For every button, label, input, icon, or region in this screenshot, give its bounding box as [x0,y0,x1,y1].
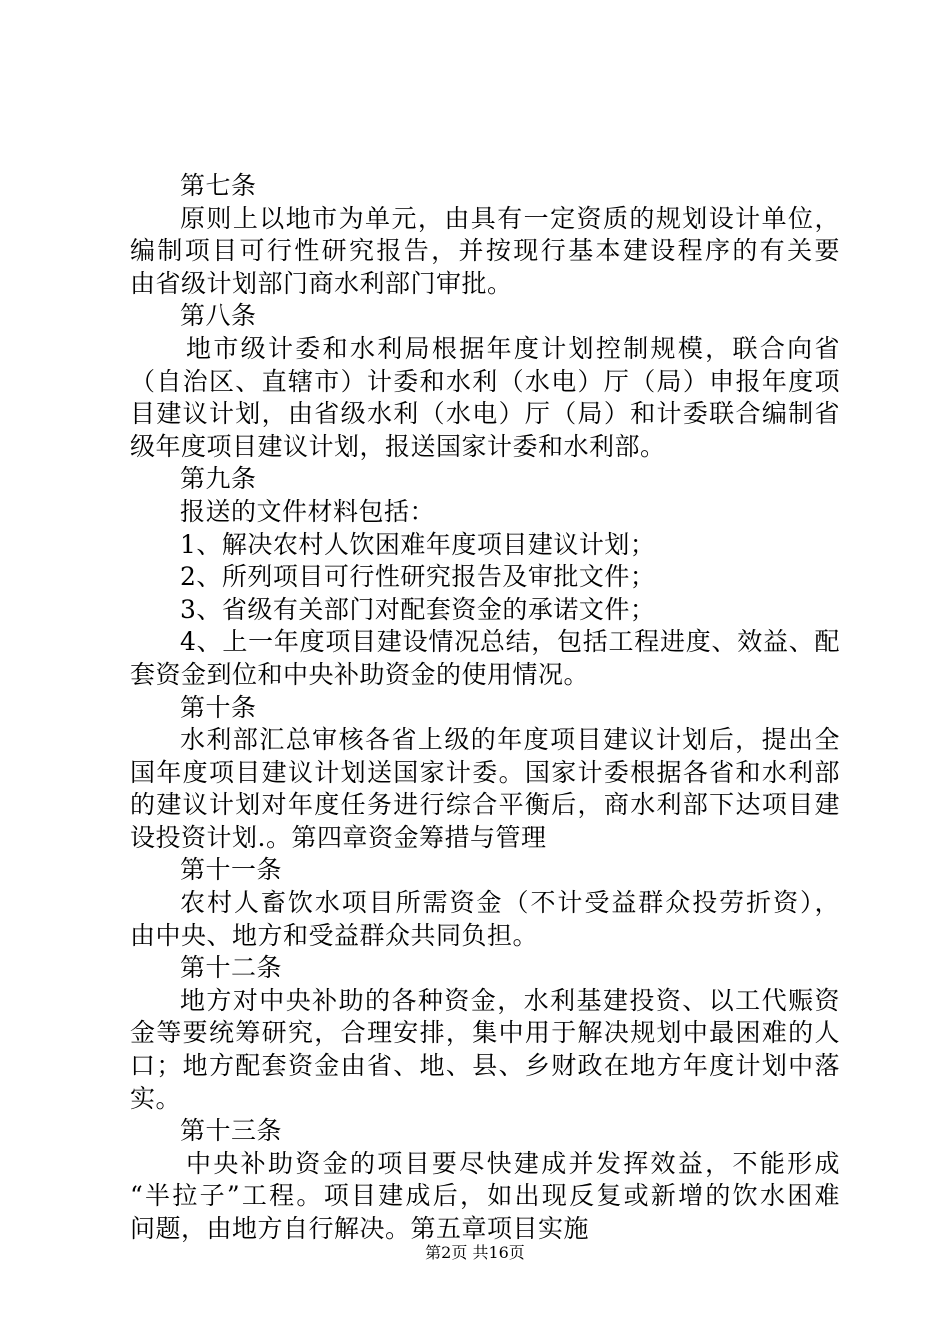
text-line: 金等要统筹研究，合理安排，集中用于解决规划中最困难的人 [130,1018,840,1048]
text-line: 第十一条 [180,855,283,885]
text-line: 国年度项目建议计划送国家计委。国家计委根据各省和水利部 [130,757,840,787]
text-line: 2、所列项目可行性研究报告及审批文件； [180,562,656,592]
text-line: 设投资计划.。第四章资金筹措与管理 [130,822,547,852]
text-line: 由中央、地方和受益群众共同负担。 [130,920,539,950]
text-line: 第十三条 [180,1116,283,1146]
text-line: 4、上一年度项目建设情况总结，包括工程进度、效益、配 [180,627,840,657]
text-line: 水利部汇总审核各省上级的年度项目建议计划后，提出全 [180,725,840,755]
document-body [130,170,840,1246]
text-line: 3、省级有关部门对配套资金的承诺文件； [180,594,656,624]
text-line: 1、解决农村人饮困难年度项目建议计划； [180,529,656,559]
text-line: 第八条 [180,301,257,331]
text-line: “半拉子”工程。项目建成后，如出现反复或新增的饮水困难 [130,1181,840,1211]
page-footer [0,1240,950,1263]
text-line: 的建议计划对年度任务进行综合平衡后，商水利部下达项目建 [130,790,840,820]
text-line: 第九条 [180,464,257,494]
text-line: 问题，由地方自行解决。第五章项目实施 [130,1214,590,1243]
text-line: 中央补助资金的项目要尽快建成并发挥效益，不能形成 [186,1148,840,1178]
text-line: 口；地方配套资金由省、地、县、乡财政在地方年度计划中落 [130,1051,840,1081]
text-line: 实。 [130,1083,182,1113]
page-number: 第2页 共16页 [425,1243,525,1262]
text-line: 目建议计划，由省级水利（水电）厅（局）和计委联合编制省 [130,399,840,429]
text-line: 第十条 [180,692,257,722]
text-line: 第七条 [180,171,257,200]
text-line: 级年度项目建议计划，报送国家计委和水利部。 [130,431,666,461]
text-line: 地方对中央补助的各种资金，水利基建投资、以工代赈资 [180,985,840,1015]
text-line: 报送的文件材料包括： [180,496,436,526]
text-line: 原则上以地市为单元，由具有一定资质的规划设计单位， [180,203,840,233]
text-line: 套资金到位和中央补助资金的使用情况。 [130,659,590,689]
text-line: 农村人畜饮水项目所需资金（不计受益群众投劳折资）， [180,888,840,918]
text-line: 第十二条 [180,953,283,983]
text-line: 地市级计委和水利局根据年度计划控制规模，联合向省 [186,333,840,363]
text-line: 由省级计划部门商水利部门审批。 [130,268,513,298]
text-line: （自治区、直辖市）计委和水利（水电）厅（局）申报年度项 [130,366,840,396]
text-line: 编制项目可行性研究报告，并按现行基本建设程序的有关要 [130,236,840,266]
